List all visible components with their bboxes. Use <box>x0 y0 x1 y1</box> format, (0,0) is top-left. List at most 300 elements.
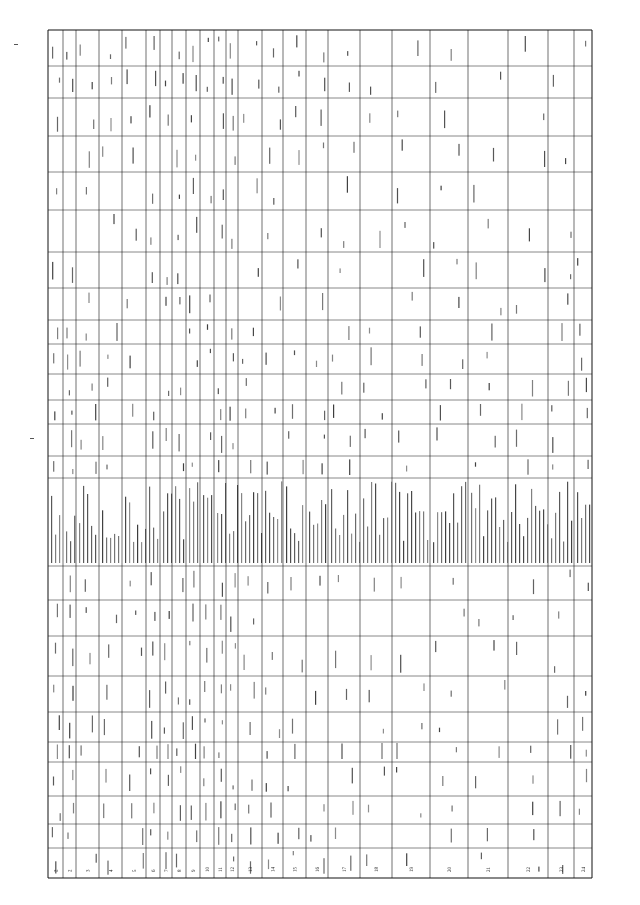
cell-text-mark <box>118 536 119 563</box>
cell-text-mark <box>221 514 222 563</box>
cell-text-mark <box>488 219 489 229</box>
cell-text-mark <box>551 538 552 563</box>
cell-text-mark <box>211 196 212 203</box>
cell-text-mark <box>487 352 488 359</box>
cell-text-mark <box>207 324 208 330</box>
cell-text-mark <box>278 833 279 844</box>
cell-text-mark <box>437 512 438 563</box>
cell-text-mark <box>189 329 190 334</box>
cell-text-mark <box>309 512 310 563</box>
cell-text-mark <box>193 571 194 588</box>
cell-text-mark <box>586 750 587 757</box>
cell-text-mark <box>220 801 221 818</box>
cell-text-mark <box>230 43 231 58</box>
cell-text-mark <box>371 655 372 670</box>
cell-text-mark <box>290 529 291 564</box>
cell-text-mark <box>433 542 434 563</box>
cell-text-mark <box>51 496 52 563</box>
cell-text-mark <box>525 36 526 52</box>
cell-text-mark <box>179 434 180 451</box>
cell-text-mark <box>294 350 295 355</box>
cell-text-mark <box>71 411 72 415</box>
cell-text-mark <box>347 51 348 56</box>
cell-text-mark <box>106 685 107 700</box>
cell-text-mark <box>435 82 436 93</box>
cell-text-mark <box>67 833 68 839</box>
cell-text-mark <box>81 745 82 755</box>
cell-text-mark <box>246 378 247 386</box>
cell-text-mark <box>192 463 193 467</box>
cell-text-mark <box>298 541 299 563</box>
table-cell-text <box>51 35 590 874</box>
cell-text-mark <box>374 578 375 592</box>
cell-text-mark <box>53 777 54 786</box>
cell-text-mark <box>407 493 408 563</box>
cell-text-mark <box>396 767 397 773</box>
cell-text-mark <box>420 326 421 337</box>
cell-text-mark <box>168 391 169 396</box>
cell-text-mark <box>66 328 67 339</box>
cell-text-mark <box>478 619 479 626</box>
cell-text-mark <box>222 720 223 724</box>
cell-text-mark <box>587 408 588 418</box>
cell-text-mark <box>387 518 388 564</box>
cell-text-mark <box>421 723 422 729</box>
row-number: 11 <box>219 867 224 872</box>
cell-text-mark <box>340 268 341 273</box>
cell-text-mark <box>193 502 194 563</box>
cell-text-mark <box>55 643 56 654</box>
cell-text-mark <box>163 511 164 563</box>
cell-text-mark <box>196 217 197 233</box>
cell-text-mark <box>233 785 234 789</box>
cell-text-mark <box>149 487 150 563</box>
cell-text-mark <box>267 462 268 475</box>
cell-text-mark <box>204 718 205 722</box>
cell-text-mark <box>127 69 128 84</box>
cell-text-mark <box>310 835 311 842</box>
cell-text-mark <box>321 110 322 126</box>
cell-text-mark <box>350 436 351 447</box>
cell-text-mark <box>57 328 58 340</box>
cell-text-mark <box>156 746 157 759</box>
cell-text-mark <box>552 437 553 453</box>
cell-text-mark <box>551 405 552 411</box>
cell-text-mark <box>503 520 504 563</box>
row-number: 12 <box>231 867 236 872</box>
cell-text-mark <box>417 40 418 56</box>
cell-text-mark <box>266 353 267 365</box>
cell-text-mark <box>53 461 54 472</box>
cell-text-mark <box>348 326 349 340</box>
cell-text-mark <box>343 515 344 563</box>
cell-text-mark <box>317 524 318 564</box>
cell-text-mark <box>292 404 293 419</box>
cell-text-mark <box>519 524 520 563</box>
cell-text-mark <box>579 809 580 815</box>
cell-text-mark <box>440 405 441 420</box>
cell-text-mark <box>554 666 555 673</box>
cell-text-mark <box>286 486 287 563</box>
cell-text-mark <box>457 523 458 563</box>
cell-text-mark <box>152 194 153 204</box>
cell-text-mark <box>582 717 583 731</box>
cell-text-mark <box>296 35 297 47</box>
cell-text-mark <box>570 232 571 238</box>
cell-text-mark <box>369 113 370 123</box>
cell-text-mark <box>56 188 57 194</box>
cell-text-mark <box>290 577 291 590</box>
cell-text-mark <box>269 513 270 563</box>
cell-text-mark <box>379 535 380 563</box>
cell-text-mark <box>435 641 436 652</box>
cell-text-mark <box>250 460 251 473</box>
cell-text-mark <box>257 178 258 193</box>
cell-text-mark <box>153 803 154 814</box>
cell-text-mark <box>404 222 405 228</box>
cell-text-mark <box>420 813 421 817</box>
cell-text-mark <box>500 308 501 315</box>
cell-text-mark <box>444 111 445 129</box>
cell-text-mark <box>495 497 496 563</box>
cell-text-mark <box>141 542 142 563</box>
cell-text-mark <box>543 114 544 121</box>
cell-text-mark <box>235 573 236 587</box>
cell-text-mark <box>298 828 299 839</box>
cell-text-mark <box>398 431 399 443</box>
cell-text-mark <box>95 535 96 563</box>
cell-text-mark <box>71 430 72 447</box>
cell-text-mark <box>302 505 303 563</box>
cell-text-mark <box>321 228 322 237</box>
cell-text-mark <box>523 536 524 563</box>
row-number: 20 <box>448 867 453 872</box>
cell-text-mark <box>281 481 282 563</box>
cell-text-mark <box>323 143 324 149</box>
cell-text-mark <box>379 231 380 248</box>
cell-text-mark <box>491 499 492 564</box>
cell-text-mark <box>66 531 67 563</box>
cell-text-mark <box>349 83 350 92</box>
cell-text-mark <box>189 295 190 313</box>
cell-text-mark <box>253 492 254 563</box>
cell-text-mark <box>324 78 325 92</box>
row-number: 24 <box>582 867 587 872</box>
cell-text-mark <box>72 79 73 92</box>
cell-text-mark <box>423 511 424 563</box>
cell-text-mark <box>74 516 75 563</box>
cell-text-mark <box>70 605 71 618</box>
cell-text-mark <box>532 802 533 815</box>
cell-text-mark <box>57 117 58 132</box>
cell-text-mark <box>571 521 572 563</box>
cell-text-mark <box>415 513 416 564</box>
cell-text-mark <box>180 766 181 773</box>
cell-text-mark <box>189 488 190 563</box>
cell-text-mark <box>141 648 142 656</box>
cell-text-mark <box>171 494 172 563</box>
cell-text-mark <box>114 534 115 563</box>
row-number: 10 <box>206 867 211 872</box>
cell-text-mark <box>111 77 112 84</box>
cell-text-mark <box>67 355 68 370</box>
cell-text-mark <box>321 500 322 563</box>
cell-text-mark <box>399 492 400 563</box>
cell-text-mark <box>233 857 234 862</box>
cell-text-mark <box>197 360 198 367</box>
cell-text-mark <box>535 506 536 563</box>
cell-text-mark <box>504 680 505 690</box>
cell-text-mark <box>130 581 131 587</box>
cell-text-mark <box>205 604 206 619</box>
cell-text-mark <box>133 148 134 164</box>
cell-text-mark <box>167 744 168 759</box>
cell-text-mark <box>375 484 376 564</box>
cell-text-mark <box>278 87 279 93</box>
cell-text-mark <box>72 649 73 667</box>
cell-text-mark <box>456 259 457 265</box>
cell-text-mark <box>250 827 251 844</box>
cell-text-mark <box>102 510 103 563</box>
cell-text-mark <box>553 75 554 87</box>
cell-text-mark <box>493 640 494 651</box>
cell-text-mark <box>288 431 289 439</box>
cell-text-mark <box>371 347 372 365</box>
cell-text-mark <box>195 155 196 161</box>
cell-text-mark <box>521 404 522 420</box>
cell-text-mark <box>167 277 168 285</box>
cell-text-mark <box>332 355 333 362</box>
row-number: 6 <box>152 869 157 872</box>
cell-text-mark <box>206 648 207 663</box>
cell-text-mark <box>533 829 534 840</box>
cell-text-mark <box>130 116 131 123</box>
cell-text-mark <box>355 514 356 563</box>
cell-text-mark <box>563 542 564 564</box>
cell-text-mark <box>433 242 434 249</box>
cell-text-mark <box>441 186 442 191</box>
cell-text-mark <box>265 687 266 694</box>
cell-text-mark <box>70 541 71 563</box>
cell-text-mark <box>182 578 183 592</box>
cell-text-mark <box>103 804 104 819</box>
cell-text-mark <box>568 381 569 396</box>
cell-text-mark <box>530 746 531 753</box>
cell-text-mark <box>208 38 209 42</box>
cell-text-mark <box>232 443 233 449</box>
cell-text-mark <box>527 459 528 474</box>
cell-text-mark <box>527 518 528 563</box>
cell-text-mark <box>176 748 177 756</box>
cell-text-mark <box>153 528 154 563</box>
cell-text-mark <box>177 273 178 284</box>
cell-text-mark <box>203 778 204 786</box>
cell-text-mark <box>346 689 347 700</box>
cell-text-mark <box>192 604 193 622</box>
row-number: 23 <box>560 867 565 872</box>
cell-text-mark <box>452 806 453 812</box>
cell-text-mark <box>179 195 180 199</box>
cell-text-mark <box>221 769 222 782</box>
cell-text-mark <box>269 148 270 164</box>
cell-text-mark <box>515 484 516 563</box>
cell-text-mark <box>164 643 165 660</box>
cell-text-mark <box>341 744 342 760</box>
cell-text-mark <box>85 579 86 592</box>
cell-text-mark <box>319 576 320 586</box>
cell-text-mark <box>231 239 232 249</box>
cell-text-mark <box>150 237 151 244</box>
table-grid <box>48 30 592 878</box>
cell-text-mark <box>363 498 364 563</box>
cell-text-mark <box>280 297 281 311</box>
cell-text-mark <box>165 682 166 694</box>
cell-text-mark <box>279 729 280 738</box>
cell-text-mark <box>483 536 484 563</box>
cell-text-mark <box>585 41 586 47</box>
row-number: 5 <box>133 869 138 872</box>
row-number: 3 <box>86 869 92 872</box>
cell-text-mark <box>86 187 87 195</box>
cell-text-mark <box>87 494 88 563</box>
row-number: 16 <box>316 867 321 872</box>
cell-text-mark <box>559 492 560 563</box>
cell-text-mark <box>475 776 476 788</box>
cell-text-mark <box>297 259 298 268</box>
cell-text-mark <box>168 775 169 786</box>
cell-text-mark <box>155 71 156 86</box>
cell-text-mark <box>544 268 545 282</box>
cell-text-mark <box>191 806 192 820</box>
cell-text-mark <box>396 743 397 759</box>
cell-text-mark <box>218 827 219 845</box>
cell-text-mark <box>589 505 590 563</box>
row-number: 2 <box>54 869 60 872</box>
cell-text-mark <box>152 431 153 448</box>
cell-text-mark <box>168 115 169 126</box>
cell-text-mark <box>335 651 336 668</box>
cell-text-mark <box>487 510 488 563</box>
cell-text-mark <box>383 518 384 563</box>
row-number: 22 <box>527 867 532 872</box>
cell-text-mark <box>475 508 476 563</box>
cell-text-mark <box>96 854 97 863</box>
cell-text-mark <box>66 52 67 60</box>
cell-text-mark <box>581 358 582 371</box>
cell-text-mark <box>205 803 206 821</box>
cell-text-mark <box>72 770 73 780</box>
cell-text-mark <box>165 297 166 306</box>
cell-text-mark <box>266 783 267 792</box>
cell-text-mark <box>253 618 254 624</box>
cell-text-mark <box>245 409 246 419</box>
cell-text-mark <box>516 305 517 314</box>
cell-text-mark <box>218 388 219 394</box>
cell-text-mark <box>366 854 367 866</box>
cell-text-mark <box>233 353 234 361</box>
cell-text-mark <box>192 716 193 730</box>
cell-text-mark <box>539 511 540 563</box>
cell-text-mark <box>86 607 87 613</box>
cell-text-mark <box>136 229 137 241</box>
cell-text-mark <box>347 490 348 563</box>
cell-text-mark <box>102 436 103 450</box>
cell-text-mark <box>91 526 92 563</box>
cell-text-mark <box>129 502 130 563</box>
cell-text-mark <box>275 408 276 414</box>
cell-text-mark <box>57 604 58 618</box>
cell-text-mark <box>581 518 582 563</box>
cell-text-mark <box>59 78 60 83</box>
cell-text-mark <box>235 804 236 811</box>
cell-text-mark <box>419 511 420 563</box>
cell-text-mark <box>423 259 424 277</box>
cell-text-mark <box>338 575 339 582</box>
cell-text-mark <box>491 324 492 341</box>
cell-text-mark <box>95 462 96 474</box>
cell-text-mark <box>423 683 424 691</box>
cell-text-mark <box>102 146 103 156</box>
cell-text-mark <box>586 769 587 782</box>
cell-text-mark <box>295 106 296 117</box>
cell-text-mark <box>81 440 82 450</box>
cell-text-mark <box>131 803 132 818</box>
cell-text-mark <box>543 509 544 563</box>
cell-text-mark <box>353 142 354 153</box>
row-number: 15 <box>293 867 299 872</box>
cell-text-mark <box>222 641 223 654</box>
cell-text-mark <box>237 485 238 563</box>
cell-text-mark <box>476 262 477 279</box>
cell-text-mark <box>465 482 466 563</box>
cell-text-mark <box>157 539 158 563</box>
cell-text-mark <box>570 570 571 578</box>
cell-text-mark <box>479 485 480 563</box>
cell-text-mark <box>302 660 303 673</box>
row-number: 9 <box>192 869 197 872</box>
cell-text-mark <box>322 293 323 310</box>
cell-text-mark <box>231 834 232 842</box>
cell-text-mark <box>176 150 177 168</box>
cell-text-mark <box>531 489 532 563</box>
cell-text-mark <box>233 116 234 131</box>
cell-text-mark <box>53 685 54 693</box>
cell-text-mark <box>529 228 530 241</box>
cell-text-mark <box>223 113 224 129</box>
cell-text-mark <box>585 691 586 696</box>
cell-text-mark <box>55 535 56 563</box>
cell-text-mark <box>451 49 452 61</box>
cell-text-mark <box>258 268 259 277</box>
cell-text-mark <box>383 729 384 734</box>
cell-text-mark <box>210 349 211 353</box>
cell-text-mark <box>231 328 232 339</box>
cell-text-mark <box>341 382 342 395</box>
cell-text-mark <box>251 780 252 791</box>
cell-text-mark <box>105 769 106 783</box>
cell-text-mark <box>495 436 496 448</box>
cell-text-mark <box>244 655 245 670</box>
cell-text-mark <box>316 361 317 367</box>
cell-text-mark <box>397 111 398 118</box>
cell-text-mark <box>261 533 262 563</box>
cell-text-mark <box>178 235 179 240</box>
cell-text-mark <box>456 747 457 752</box>
cell-text-mark <box>555 513 556 563</box>
cell-text-mark <box>567 696 568 708</box>
cell-text-mark <box>149 690 150 708</box>
cell-text-mark <box>588 460 589 469</box>
